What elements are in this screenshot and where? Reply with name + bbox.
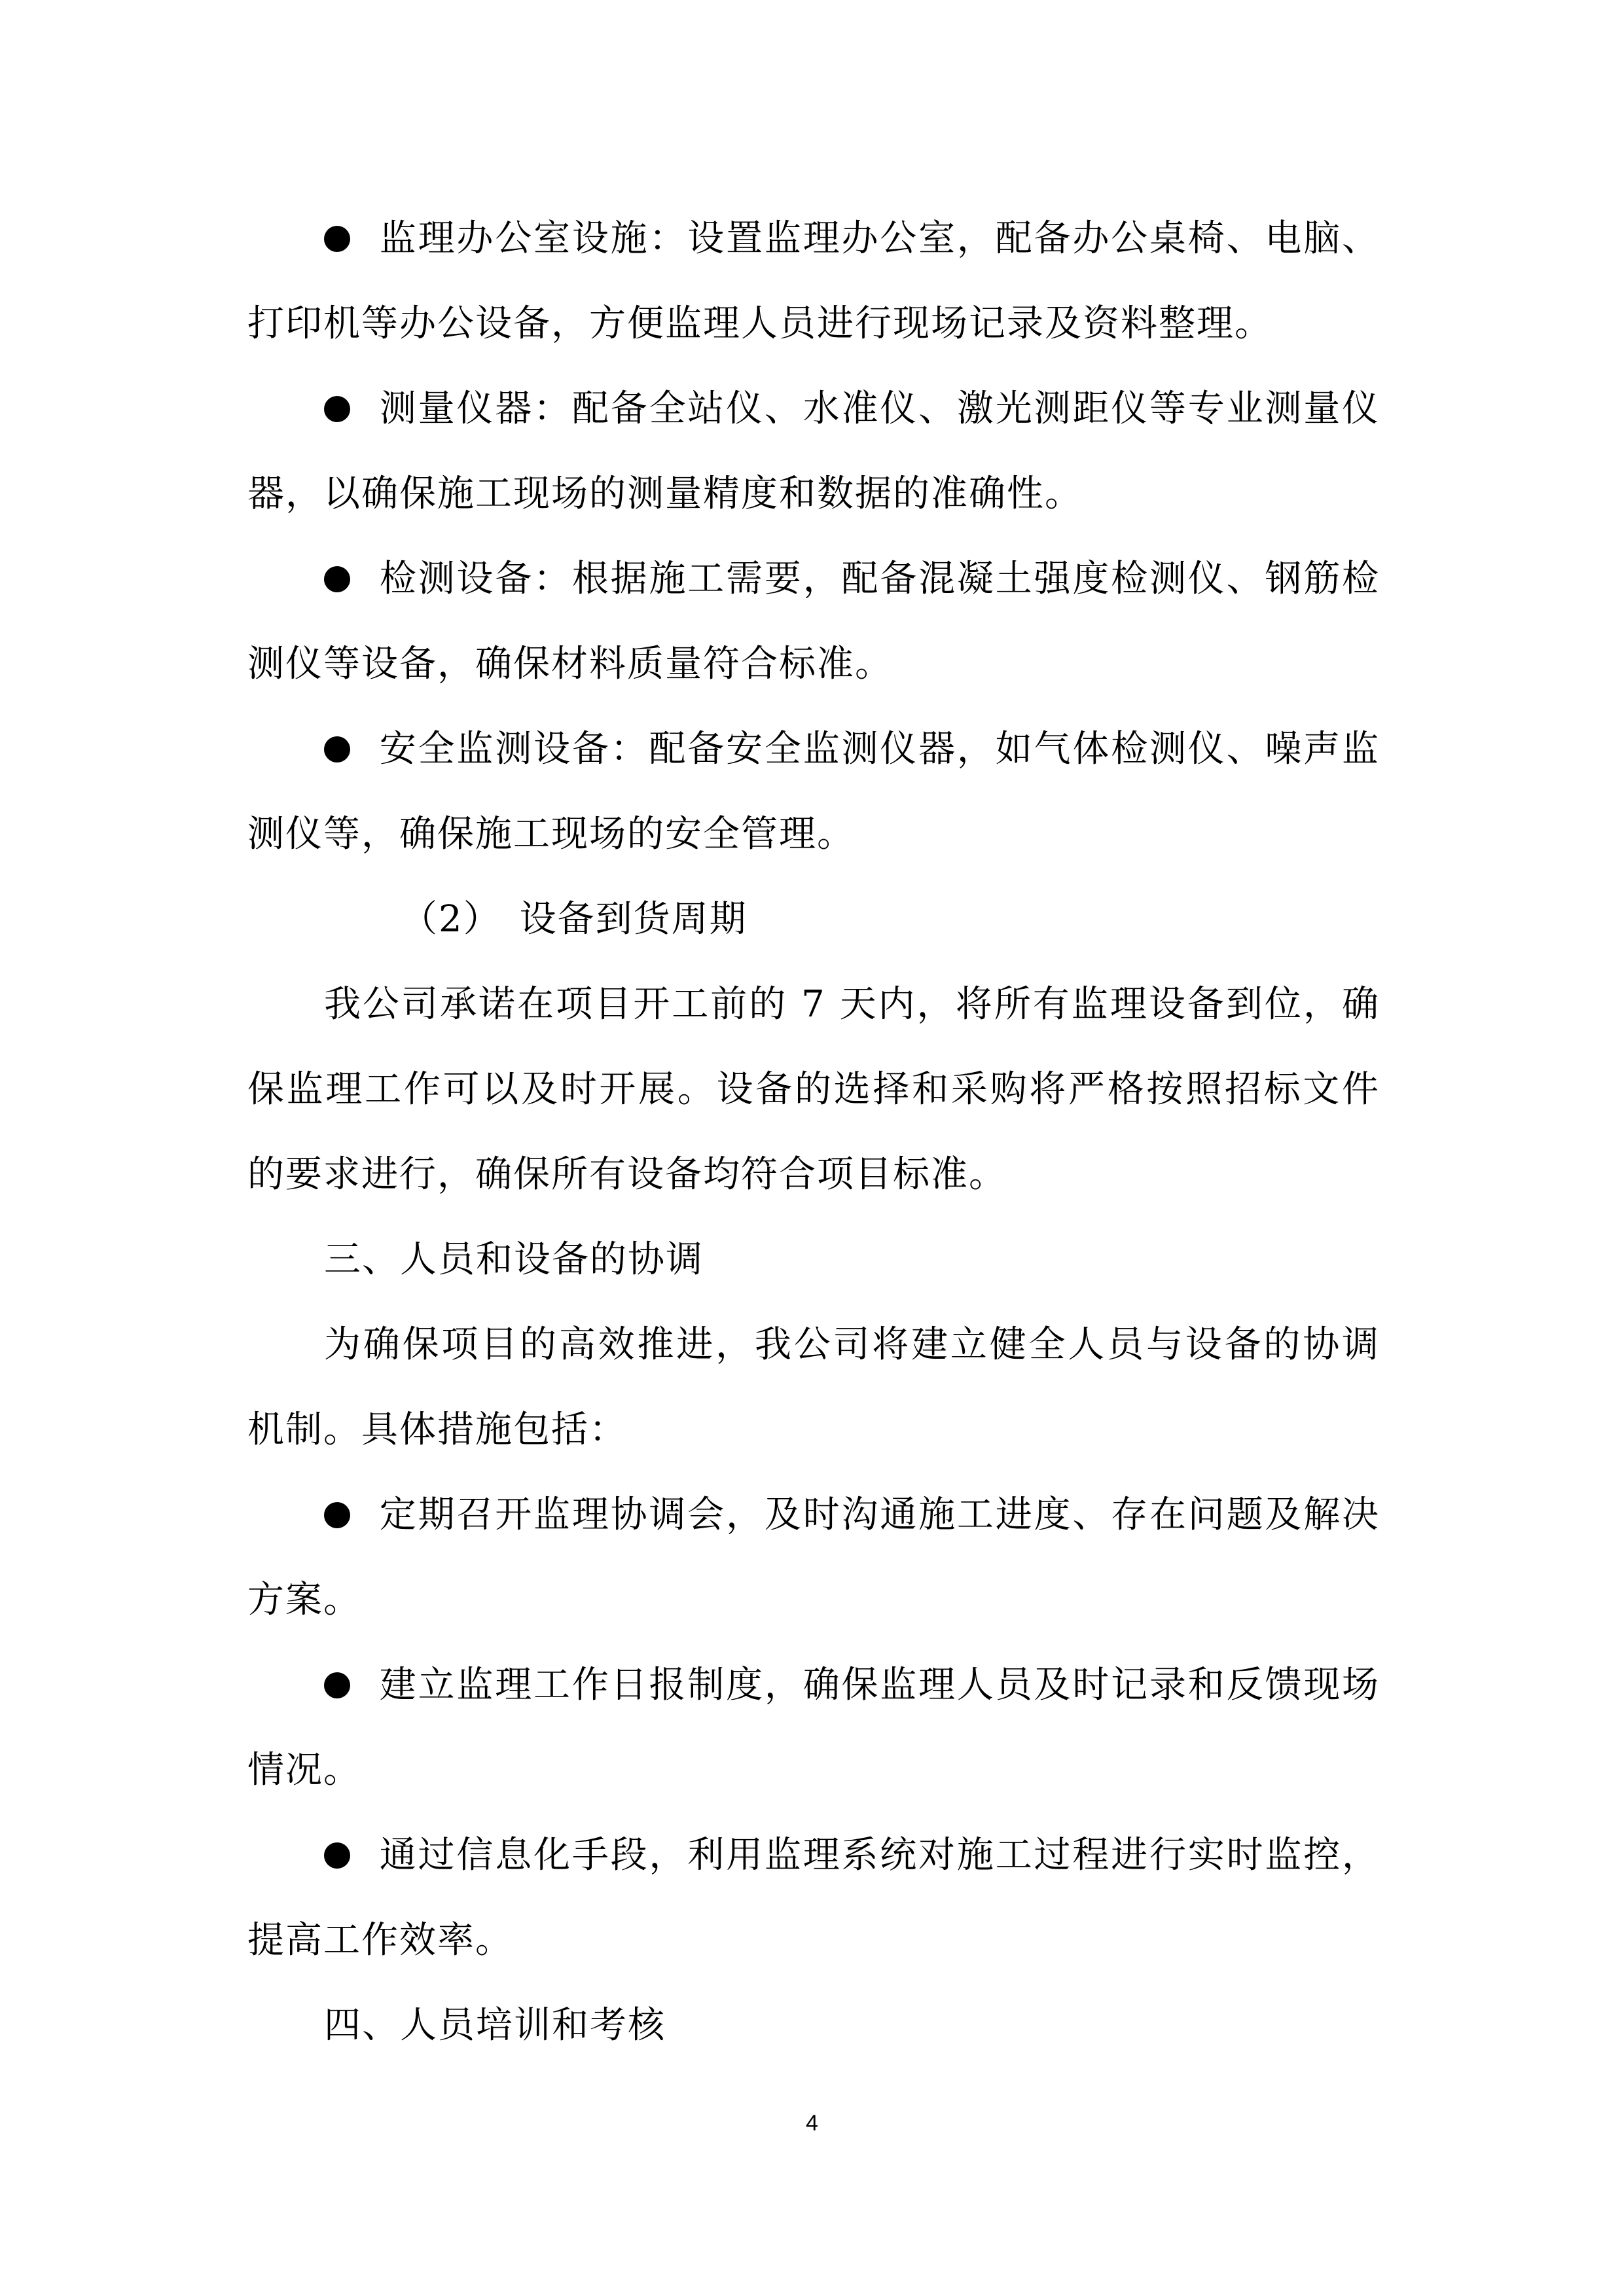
paragraph-text: 检测设备：根据施工需要，配备混凝土强度检测仪、钢筋检测仪等设备，确保材料质量符合标准。 xyxy=(247,558,1380,685)
bullet-icon xyxy=(324,566,350,592)
bullet-icon xyxy=(324,1502,350,1528)
bullet-paragraph-daily-report xyxy=(247,1643,1380,1813)
section-heading-coordination: 三、人员和设备的协调 xyxy=(324,1238,704,1281)
paragraph-text: 通过信息化手段，利用监理系统对施工过程进行实时监控，提高工作效率。 xyxy=(247,1834,1380,1962)
page-number: 4 xyxy=(806,2111,818,2136)
bullet-paragraph-survey xyxy=(247,367,1380,537)
bullet-icon xyxy=(324,396,350,422)
body-paragraph-delivery: 我公司承诺在项目开工前的 7 天内，将所有监理设备到位，确保监理工作可以及时开展。设备的选择和采购将严格按照招标文件的要求进行，确保所有设备均符合项目标准。 xyxy=(247,983,1380,1196)
subheading-number: （2） xyxy=(401,898,501,941)
bullet-icon xyxy=(324,736,350,762)
paragraph-text: 定期召开监理协调会，及时沟通施工进度、存在问题及解决方案。 xyxy=(247,1494,1380,1621)
paragraph-text: 监理办公室设施：设置监理办公室，配备办公桌椅、电脑、打印机等办公设备，方便监理人员进行现场记录及资料整理。 xyxy=(247,217,1380,345)
subheading-text: 设备到货周期 xyxy=(519,898,748,941)
bullet-paragraph-safety xyxy=(247,707,1380,877)
bullet-paragraph-testing xyxy=(247,537,1380,707)
bullet-icon xyxy=(324,1672,350,1698)
paragraph-text: 建立监理工作日报制度，确保监理人员及时记录和反馈现场情况。 xyxy=(247,1664,1380,1791)
bullet-paragraph-informatization xyxy=(247,1813,1380,1983)
bullet-icon xyxy=(324,226,350,252)
document-page xyxy=(247,196,1380,2068)
bullet-icon xyxy=(324,1842,350,1869)
paragraph-text: 安全监测设备：配备安全监测仪器，如气体检测仪、噪声监测仪等，确保施工现场的安全管理。 xyxy=(247,728,1380,855)
body-paragraph-coordination: 为确保项目的高效推进，我公司将建立健全人员与设备的协调机制。具体措施包括： xyxy=(247,1323,1380,1451)
section-heading-training: 四、人员培训和考核 xyxy=(324,2004,666,2047)
subheading-delivery xyxy=(247,877,1380,962)
bullet-paragraph-office xyxy=(247,196,1380,367)
paragraph-text: 测量仪器：配备全站仪、水准仪、激光测距仪等专业测量仪器，以确保施工现场的测量精度和数据的准确性。 xyxy=(247,387,1380,515)
bullet-paragraph-meeting xyxy=(247,1473,1380,1643)
